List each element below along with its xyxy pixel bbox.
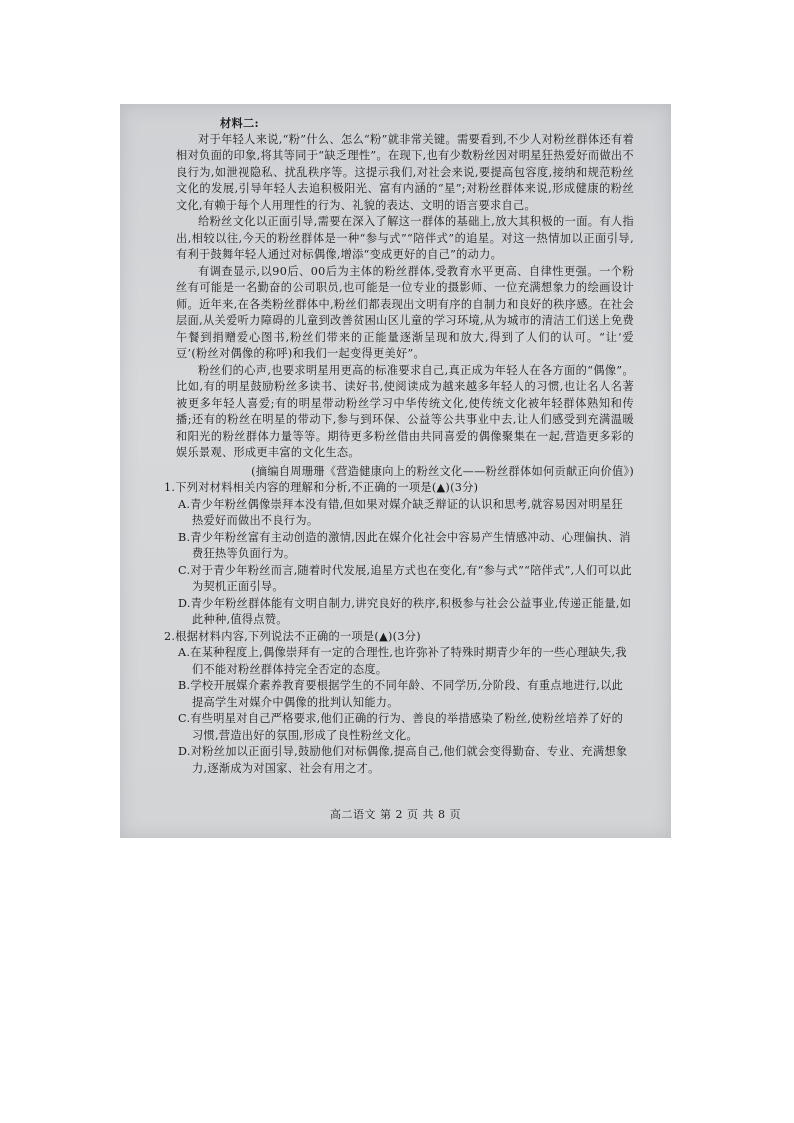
paragraph-2: 给粉丝文化以正面引导,需要在深入了解这一群体的基础上,放大其积极的一面。有人指出,相较以往,今天的粉丝群体是一种“参与式”“陪伴式”的追星。对这一热情加以正面引导,有利于鼓舞年轻人通过对标偶像,增添“变成更好的自己”的动力。 — [176, 215, 634, 261]
option-b: B.学校开展媒介素养教育要根据学生的不同年龄、不同学历,分阶段、有重点地进行,以此提高学生对媒介中偶像的批判认知能力。 — [178, 679, 624, 709]
paragraph-4: 粉丝们的心声,也要求明星用更高的标准要求自己,真正成为年轻人在各方面的“偶像”。比如,有的明星鼓励粉丝多读书、读好书,使阅读成为越来越多年轻人的习惯,也让名人名著被更多年轻人喜爱;有的明星带动粉丝学习中华传统文化,使传统文化被年轻群体熟知和传播;还有的粉丝在明星的带动下,参与到环保、公益等公共事业中去,让人们感受到充满温暖和阳光的粉丝群体力量等等。期待更多粉丝借由共同喜爱的偶像聚集在一起,营造更多彩的娱乐景观、形成更丰富的文化生态。 — [176, 363, 634, 459]
paragraph-3: 有调查显示,以90后、00后为主体的粉丝群体,受教育水平更高、自律性更强。一个粉丝有可能是一名勤奋的公司职员,也可能是一位专业的摄影师、一位充满想象力的绘画设计师。近年来,在各类粉丝群体中,粉丝们都表现出文明有序的自制力和良好的秩序感。在社会层面,从关爱听力障碍的儿童到改善贫困山区儿童的学习环境,从为城市的清洁工们送上免费午餐到捐赠爱心图书,粉丝们带来的正能量逐渐呈现和放大,得到了人们的认可。“让‘爱豆’(粉丝对偶像的称呼)和我们一起变得更美好”。 — [176, 264, 634, 360]
source-citation: (摘编自周珊珊《营造健康向上的粉丝文化——粉丝群体如何贡献正向价值》) — [251, 464, 634, 478]
option-a: A.青少年粉丝偶像崇拜本没有错,但如果对媒介缺乏辩证的认识和思考,就容易因对明星狂热爱好而做出不良行为。 — [178, 497, 623, 527]
option-d: D.对粉丝加以正面引导,鼓励他们对标偶像,提高自己,他们就会变得勤奋、专业、充满想象力,逐渐成为对国家、社会有用之才。 — [178, 745, 628, 775]
question-1 — [164, 480, 634, 629]
paragraph-1: 对于年轻人来说,“粉”什么、怎么“粉”就非常关键。需要看到,不少人对粉丝群体还有着相对负面的印象,将其等同于“缺乏理性”。在现下,也有少数粉丝因对明星狂热爱好而做出不良行为,如泄视隐私、扰乱秩序等。这提示我们,对社会来说,要提高包容度,接纳和规范粉丝文化的发展,引导年轻人去追积极阳光、富有内涵的“星”;对粉丝群体来说,形成健康的粉丝文化,有赖于每个人用理性的行为、礼貌的表达、文明的语言要求自己。 — [176, 132, 634, 212]
option-d: D.青少年粉丝群体能有文明自制力,讲究良好的秩序,积极参与社会公益事业,传递正能量,如此种种,值得点赞。 — [178, 596, 632, 626]
question-stem: 2.根据材料内容,下列说法不正确的一项是(▲)(3分) — [164, 629, 421, 643]
option-a: A.在某种程度上,偶像崇拜有一定的合理性,也许弥补了特殊时期青少年的一些心理缺失,我们不能对粉丝群体持完全否定的态度。 — [178, 646, 627, 676]
document-body — [164, 115, 634, 777]
section-heading: 材料二: — [220, 116, 259, 130]
page-footer: 高二语文 第 2 页 共 8 页 — [330, 808, 461, 821]
option-c: C.对于青少年粉丝而言,随着时代发展,追星方式也在变化,有“参与式”“陪伴式”,人们可以此为契机正面引导。 — [178, 563, 632, 593]
question-stem: 1.下列对材料相关内容的理解和分析,不正确的一项是(▲)(3分) — [164, 481, 479, 494]
option-b: B.青少年粉丝富有主动创造的激情,因此在媒介化社会中容易产生情感冲动、心理偏执、消费狂热等负面行为。 — [178, 530, 631, 560]
option-c: C.有些明星对自己严格要求,他们正确的行为、善良的举措感染了粉丝,使粉丝培养了好的习惯,营造出好的氛围,形成了良性粉丝文化。 — [178, 712, 624, 742]
question-2 — [164, 629, 634, 778]
